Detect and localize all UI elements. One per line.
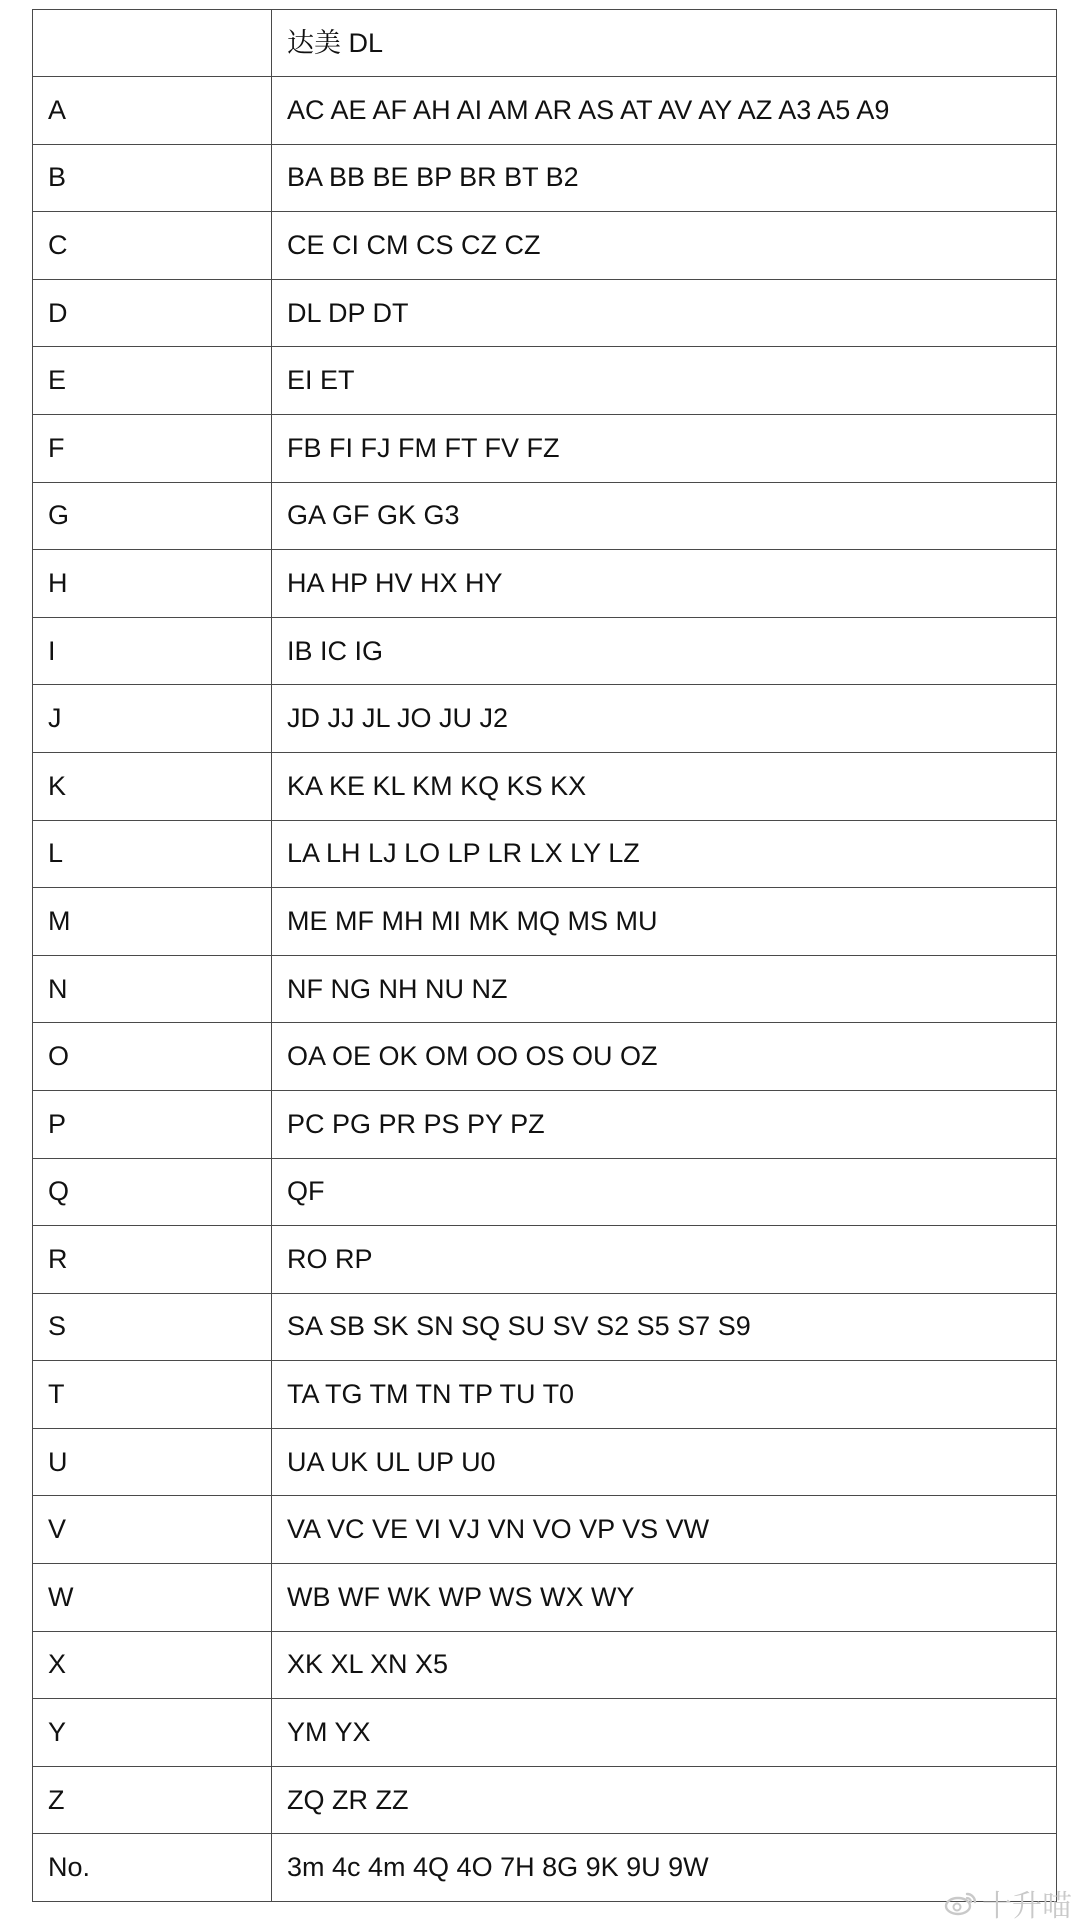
row-key-cell: Z [33,1766,272,1834]
row-key-cell: Q [33,1158,272,1226]
table-row [33,1226,1057,1294]
row-key-cell: D [33,279,272,347]
table-row [33,820,1057,888]
table-row [33,1631,1057,1699]
watermark-text: 十升喵 [982,1889,1072,1924]
watermark [944,1881,1072,1925]
row-key-cell: E [33,347,272,415]
table-row [33,550,1057,618]
row-key-cell: A [33,77,272,145]
airline-code-table [32,9,1057,1902]
row-value-cell: XK XL XN X5 [272,1631,1057,1699]
row-key-cell: R [33,1226,272,1294]
row-value-cell: RO RP [272,1226,1057,1294]
row-value-cell: QF [272,1158,1057,1226]
row-value-cell: EI ET [272,347,1057,415]
row-value-cell: OA OE OK OM OO OS OU OZ [272,1023,1057,1091]
table-row [33,77,1057,145]
table-row [33,1699,1057,1767]
table-row [33,414,1057,482]
row-value-cell: GA GF GK G3 [272,482,1057,550]
table-row [33,685,1057,753]
table-row [33,1564,1057,1632]
row-key-cell: L [33,820,272,888]
table-row [33,347,1057,415]
table-row [33,752,1057,820]
table-row [33,144,1057,212]
row-key-cell: P [33,1090,272,1158]
row-value-cell: HA HP HV HX HY [272,550,1057,618]
row-value-cell: JD JJ JL JO JU J2 [272,685,1057,753]
row-value-cell: UA UK UL UP U0 [272,1428,1057,1496]
row-key-cell: N [33,955,272,1023]
row-key-cell: S [33,1293,272,1361]
row-value-cell: DL DP DT [272,279,1057,347]
row-value-cell: SA SB SK SN SQ SU SV S2 S5 S7 S9 [272,1293,1057,1361]
table-row [33,482,1057,550]
row-value-cell: LA LH LJ LO LP LR LX LY LZ [272,820,1057,888]
row-value-cell: VA VC VE VI VJ VN VO VP VS VW [272,1496,1057,1564]
table-row [33,1090,1057,1158]
row-key-cell: I [33,617,272,685]
row-key-cell: X [33,1631,272,1699]
row-key-cell: T [33,1361,272,1429]
header-value-cell: 达美 DL [272,10,1057,77]
row-value-cell: 3m 4c 4m 4Q 4O 7H 8G 9K 9U 9W [272,1834,1057,1902]
row-value-cell: NF NG NH NU NZ [272,955,1057,1023]
table-row [33,617,1057,685]
header-key-cell [33,10,272,77]
row-key-cell: V [33,1496,272,1564]
table-row [33,1293,1057,1361]
table-row [33,1023,1057,1091]
table-row [33,1158,1057,1226]
table-row [33,955,1057,1023]
table-row [33,1834,1057,1902]
table-row [33,888,1057,956]
row-key-cell: Y [33,1699,272,1767]
row-key-cell: O [33,1023,272,1091]
row-key-cell: C [33,212,272,280]
weibo-icon [944,1890,978,1916]
table-row [33,1428,1057,1496]
row-key-cell: K [33,752,272,820]
row-value-cell: IB IC IG [272,617,1057,685]
row-value-cell: ZQ ZR ZZ [272,1766,1057,1834]
table-row [33,1361,1057,1429]
row-value-cell: BA BB BE BP BR BT B2 [272,144,1057,212]
row-value-cell: TA TG TM TN TP TU T0 [272,1361,1057,1429]
table-body [33,10,1057,1902]
row-value-cell: YM YX [272,1699,1057,1767]
row-key-cell: W [33,1564,272,1632]
row-value-cell: FB FI FJ FM FT FV FZ [272,414,1057,482]
table-row [33,212,1057,280]
row-value-cell: CE CI CM CS CZ CZ [272,212,1057,280]
row-key-cell: H [33,550,272,618]
row-key-cell: F [33,414,272,482]
row-value-cell: WB WF WK WP WS WX WY [272,1564,1057,1632]
row-value-cell: KA KE KL KM KQ KS KX [272,752,1057,820]
row-value-cell: PC PG PR PS PY PZ [272,1090,1057,1158]
row-key-cell: B [33,144,272,212]
table-row [33,1496,1057,1564]
table-row [33,279,1057,347]
row-key-cell: J [33,685,272,753]
row-key-cell: U [33,1428,272,1496]
row-value-cell: AC AE AF AH AI AM AR AS AT AV AY AZ A3 A5 A9 [272,77,1057,145]
row-key-cell: G [33,482,272,550]
row-value-cell: ME MF MH MI MK MQ MS MU [272,888,1057,956]
table-header-row [33,10,1057,77]
table-row [33,1766,1057,1834]
row-key-cell: M [33,888,272,956]
row-key-cell: No. [33,1834,272,1902]
